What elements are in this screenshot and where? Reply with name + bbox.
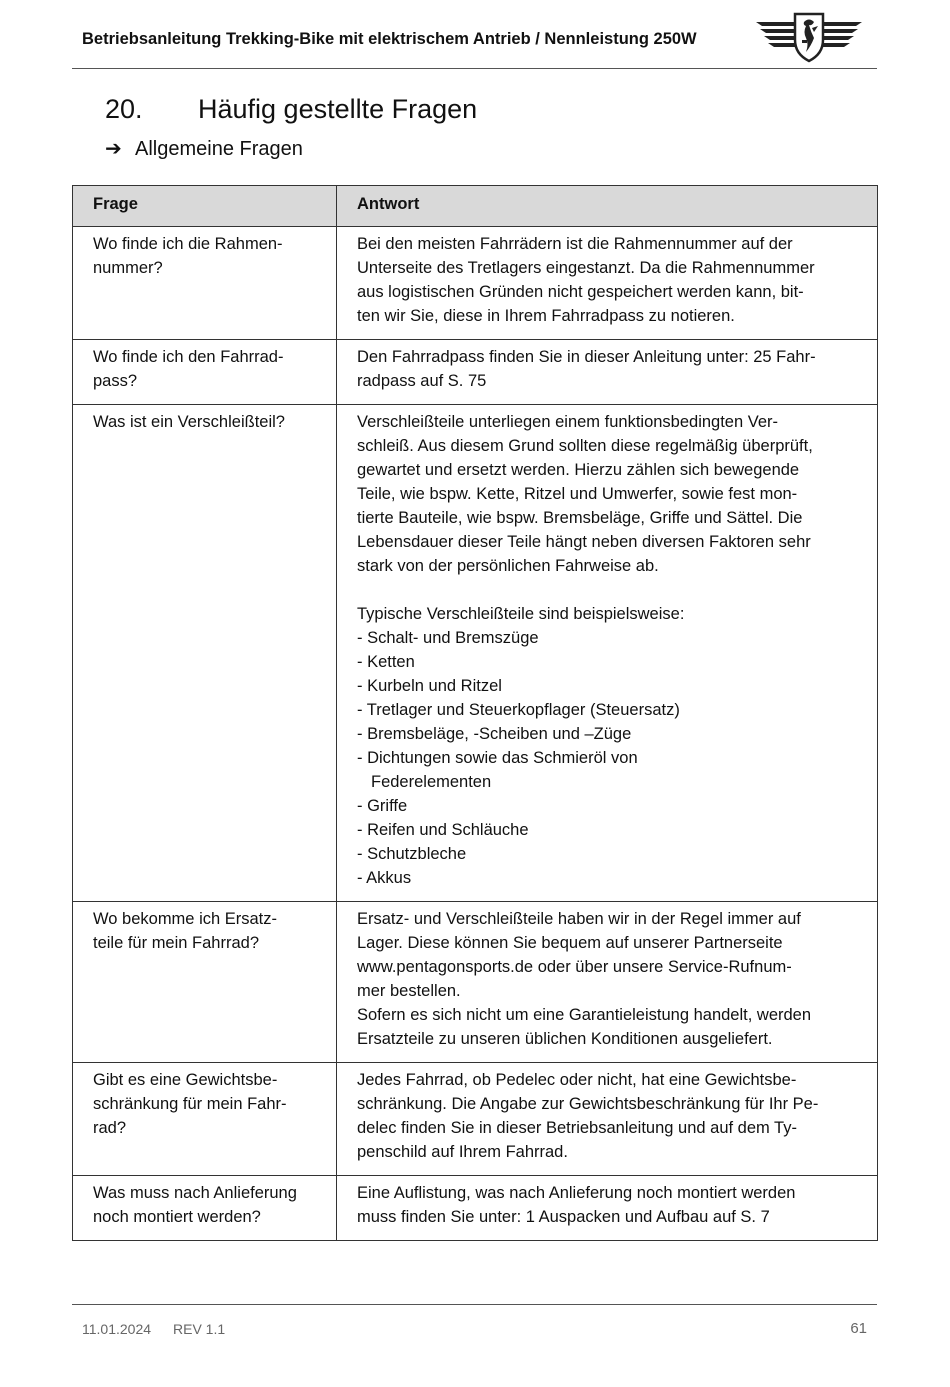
table-row (73, 405, 878, 902)
table-row (73, 340, 878, 405)
section-number: 20. (105, 94, 143, 124)
page-footer (72, 1304, 877, 1345)
footer-revision: REV 1.1 (173, 1321, 226, 1337)
faq-table (72, 185, 878, 1241)
footer-date: 11.01.2024 (82, 1321, 152, 1337)
table-row (73, 902, 878, 1063)
winged-emblem-logo-icon (754, 10, 864, 64)
table-row (73, 227, 878, 340)
document-title: Betriebsanleitung Trekking-Bike mit elektrischem Antrieb / Nennleistung 250W (82, 30, 697, 48)
list-item: - Dichtungen sowie das Schmieröl von (357, 749, 638, 767)
answer-text: Verschleißteile unterliegen einem funktionsbedingten Ver- schleiß. Aus diesem Grund sollten diese regelmäßig überprüft, gewartet und ersetzt werden. Hierzu zählen sich bewegende Teile, wie bspw. Kette, Ritzel und Umwerfer, sowie fest mon- tierte Bauteile, wie bspw. Bremsbeläge, Griffe und Sättel. Die Lebensdauer dieser Teile hängt neben diversen Faktoren sehr stark von der persönlichen Fahrweise ab. (357, 413, 813, 575)
question-cell: Wo finde ich die Rahmen- nummer? (73, 227, 337, 340)
answer-cell: Bei den meisten Fahrrädern ist die Rahmennummer auf der Unterseite des Tretlagers eingestanzt. Da die Rahmennummer aus logistischen Gründen nicht gespeichert werden kann, bit- ten wir Sie, diese in Ihrem Fahrradpass zu notieren. (337, 227, 878, 340)
question-cell: Wo finde ich den Fahrrad- pass? (73, 340, 337, 405)
list-item: - Schutzbleche (357, 845, 467, 863)
paragraph-gap (357, 578, 857, 602)
subsection-heading (105, 136, 303, 161)
column-header-question: Frage (73, 186, 337, 227)
table-row (73, 1063, 878, 1176)
answer-cell: Ersatz- und Verschleißteile haben wir in der Regel immer auf Lager. Diese können Sie bequem auf unserer Partnerseite www.pentagonsports.de oder über unsere Service-Rufnum- mer bestellen. Sofern es sich nicht um eine Garantieleistung handelt, werden Ersatzteile zu unseren üblichen Konditionen ausgeliefert. (337, 902, 878, 1063)
question-cell: Was muss nach Anlieferung noch montiert werden? (73, 1176, 337, 1241)
question-cell: Was ist ein Verschleißteil? (73, 405, 337, 902)
list-item: - Ketten (357, 653, 415, 671)
answer-cell (337, 405, 878, 902)
arrow-right-icon: ➔ (105, 138, 122, 160)
page-header (72, 10, 877, 69)
page-number: 61 (850, 1320, 867, 1337)
table-header-row (73, 186, 878, 227)
list-item: - Bremsbeläge, -Scheiben und –Züge (357, 725, 632, 743)
section-title: Häufig gestellte Fragen (198, 94, 478, 124)
list-item-continuation: Federelementen (371, 773, 492, 791)
list-item: - Schalt- und Bremszüge (357, 629, 539, 647)
subsection-title: Allgemeine Fragen (135, 138, 303, 160)
answer-cell: Jedes Fahrrad, ob Pedelec oder nicht, hat eine Gewichtsbe- schränkung. Die Angabe zur Gewichtsbeschränkung für Ihr Pe- delec finden Sie in dieser Betriebsanleitung und auf dem Ty- penschild auf Ihrem Fahrrad. (337, 1063, 878, 1176)
question-cell: Wo bekomme ich Ersatz- teile für mein Fahrrad? (73, 902, 337, 1063)
column-header-answer: Antwort (337, 186, 878, 227)
list-item: - Tretlager und Steuerkopflager (Steuersatz) (357, 701, 680, 719)
list-item: - Akkus (357, 869, 412, 887)
table-row (73, 1176, 878, 1241)
question-cell: Gibt es eine Gewichtsbe- schränkung für mein Fahr- rad? (73, 1063, 337, 1176)
answer-cell: Eine Auflistung, was nach Anlieferung noch montiert werden muss finden Sie unter: 1 Auspacken und Aufbau auf S. 7 (337, 1176, 878, 1241)
answer-cell: Den Fahrradpass finden Sie in dieser Anleitung unter: 25 Fahr- radpass auf S. 75 (337, 340, 878, 405)
list-item: - Griffe (357, 797, 408, 815)
list-item: - Reifen und Schläuche (357, 821, 529, 839)
section-heading (105, 94, 477, 125)
list-intro: Typische Verschleißteile sind beispielsweise: (357, 605, 685, 623)
list-item: - Kurbeln und Ritzel (357, 677, 502, 695)
